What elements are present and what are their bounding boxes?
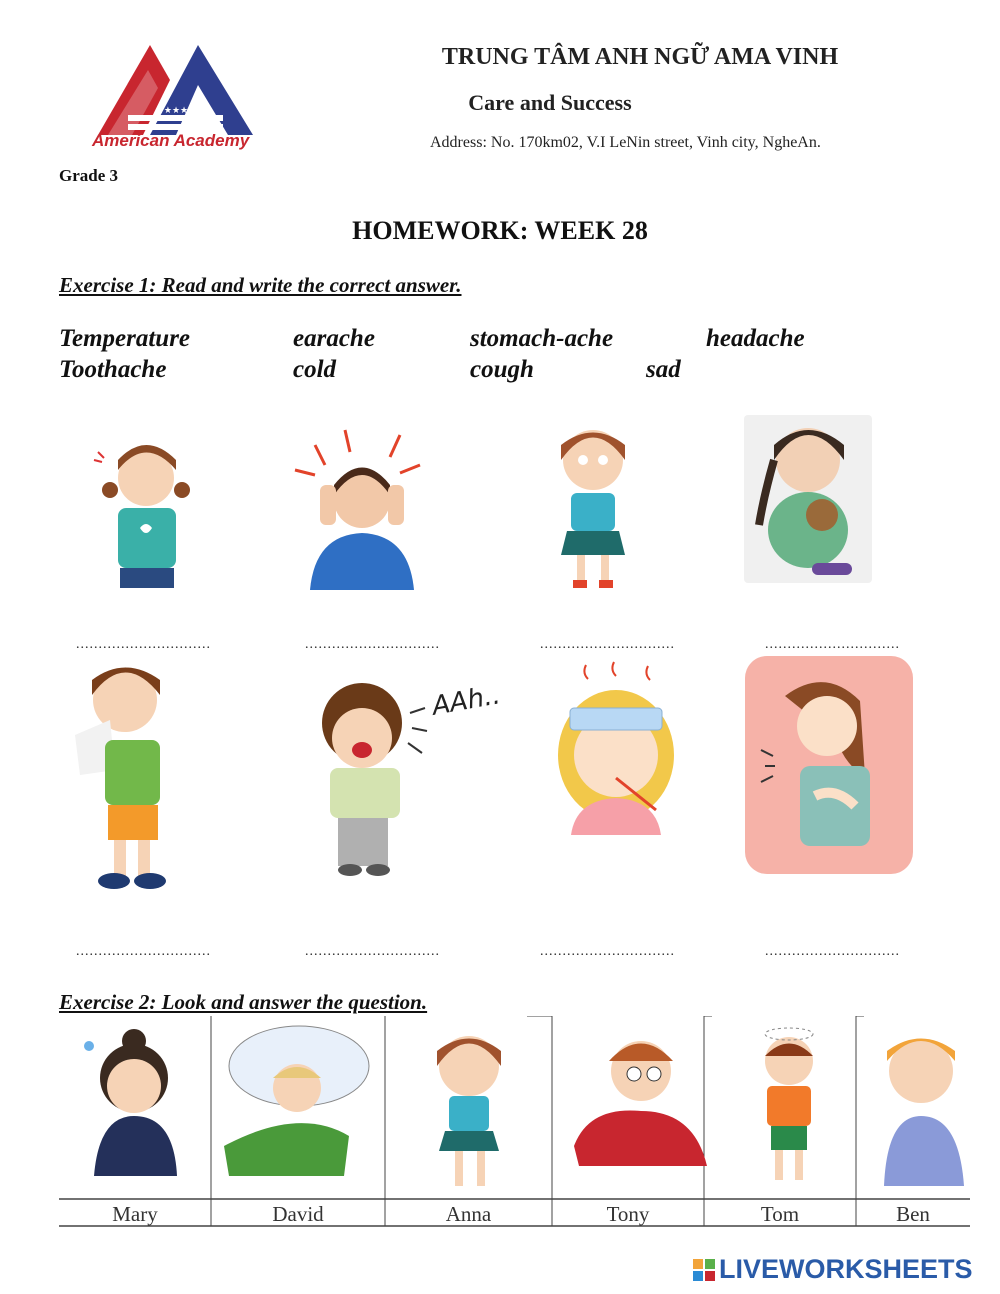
answer-blank[interactable]: .............................. [305,944,440,959]
answer-blank[interactable]: .............................. [540,944,675,959]
word-option: headache [706,325,805,352]
student-name-anna: Anna [445,1202,492,1226]
slogan: Care and Success [468,90,632,115]
answer-blank[interactable]: .............................. [540,637,675,652]
exercise-2-picture-strip [59,1016,970,1228]
girl-with-earache-icon [88,430,208,590]
sad-girl-with-teddy-icon [744,415,872,583]
anna-stomach-ache-icon [437,1036,501,1186]
answer-blank[interactable]: .............................. [305,637,440,652]
student-name-tom: Tom [760,1202,800,1226]
girl-with-stomach-ache-icon [543,415,643,590]
girl-with-temperature-icon [556,660,676,835]
word-option: Temperature [59,325,191,352]
tony-sick-icon [574,1041,707,1166]
word-option: cold [293,356,337,383]
word-option: sad [646,356,681,383]
answer-blank[interactable]: .............................. [765,637,900,652]
word-option: cough [470,356,534,383]
tom-sick-icon [765,1028,813,1180]
answer-blank[interactable]: .............................. [765,944,900,959]
liveworksheets-icon [693,1257,715,1279]
logo-text: American Academy [92,131,250,150]
boy-with-toothache-icon [300,668,510,878]
answer-blank[interactable]: .............................. [76,637,211,652]
student-name-ben: Ben [896,1202,930,1226]
address: Address: No. 170km02, V.I LeNin street, Vinh city, NgheAn. [430,134,821,151]
exercise-1-title: Exercise 1: Read and write the correct answer. [59,273,462,297]
svg-text:★★★★★: ★★★★★ [155,105,197,115]
boy-with-cold-icon [70,655,170,893]
word-option: earache [293,325,375,352]
answer-blank[interactable]: .............................. [76,944,211,959]
student-name-tony: Tony [606,1202,650,1226]
liveworksheets-brand: LIVEWORKSHEETS [719,1254,973,1284]
student-name-david: David [272,1202,324,1226]
ben-sore-throat-icon [884,1039,964,1187]
exercise-2-title: Exercise 2: Look and answer the question. [59,990,428,1014]
toothache-caption: AAh.. [429,680,503,722]
woman-with-headache-icon [290,425,435,590]
page-title: HOMEWORK: WEEK 28 [352,216,648,245]
liveworksheets-logo[interactable] [693,1254,973,1285]
center-name: TRUNG TÂM ANH NGỮ AMA VINH [441,44,839,70]
mary-toothache-icon [84,1029,177,1176]
woman-coughing-icon [745,656,913,874]
word-option: stomach-ache [470,325,614,352]
student-name-mary: Mary [112,1202,158,1226]
word-option: Toothache [59,356,167,383]
david-in-bed-icon [224,1026,369,1176]
grade-label: Grade 3 [59,166,119,185]
